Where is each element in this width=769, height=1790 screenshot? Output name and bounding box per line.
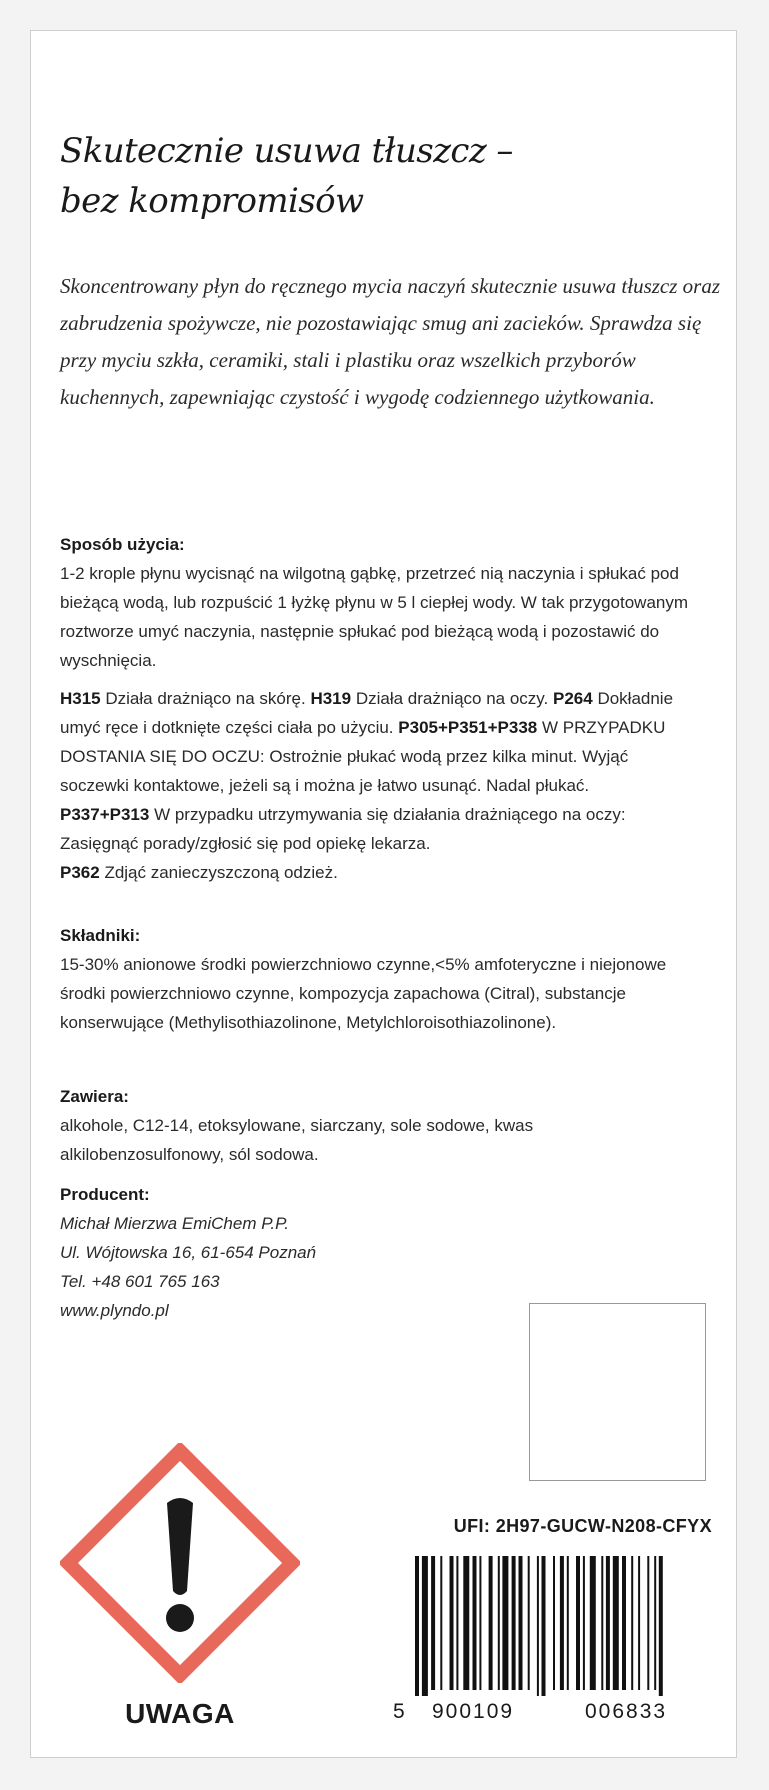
- barcode-bar: [479, 1556, 481, 1690]
- p264-code: P264: [553, 689, 593, 708]
- barcode-bar: [519, 1556, 523, 1690]
- barcode-bar: [512, 1556, 516, 1690]
- producer-name: Michał Mierzwa EmiChem P.P.: [60, 1214, 289, 1233]
- barcode-left-digits: 900109: [432, 1700, 515, 1723]
- contains-title: Zawiera:: [60, 1087, 129, 1106]
- h319-text: Działa drażniąco na oczy.: [355, 689, 549, 708]
- producer-section: [60, 1180, 480, 1325]
- p337-code: P337+P313: [60, 805, 150, 824]
- barcode-first-digit: 5: [393, 1700, 407, 1723]
- barcode-bar: [502, 1556, 508, 1690]
- headline: [60, 126, 700, 226]
- barcode-bar: [631, 1556, 633, 1690]
- usage-text: 1-2 krople płynu wycisnąć na wilgotną gąbkę, przetrzeć nią naczynia i spłukać pod bieżącą wodą, lub rozpuścić 1 łyżkę płynu w 5 l ciepłej wody. W tak przygotowanym roztworze umyć naczynia, następnie spłukać pod bieżącą wodą i pozostawić do wyschnięcia.: [60, 564, 689, 670]
- barcode-bar: [567, 1556, 569, 1690]
- p264-text: Dokładnie umyć ręce i dotknięte części ciała po użyciu.: [60, 689, 674, 737]
- h319-code: H319: [310, 689, 352, 708]
- barcode-bar: [654, 1556, 656, 1690]
- signal-word: UWAGA: [125, 1698, 235, 1729]
- exclamation-mark-hazard-icon: [60, 1443, 300, 1683]
- barcode-bar: [560, 1556, 564, 1690]
- barcode-right-digits: 006833: [585, 1700, 668, 1723]
- contains-text: alkohole, C12-14, etoksylowane, siarczany, sole sodowe, kwas alkilobenzosulfonowy, sól sodowa.: [60, 1116, 534, 1164]
- barcode-bar: [456, 1556, 458, 1690]
- ufi-code: UFI: 2H97-GUCW-N208-CFYX: [453, 1516, 712, 1536]
- barcode-bar: [590, 1556, 596, 1690]
- barcode-bar: [606, 1556, 610, 1690]
- headline-line-2: bez kompromisów: [60, 181, 364, 221]
- barcode-bars: [411, 1556, 715, 1696]
- producer-title: Producent:: [60, 1185, 150, 1204]
- hazard-pictogram: [60, 1443, 300, 1683]
- ingredients-text: 15-30% anionowe środki powierzchniowo czynne,<5% amfoteryczne i niejonowe środki powierzchniowo czynne, kompozycja zapachowa (Citral), substancje konserwujące (Methylisothiazolinone, Metylchloroisothiazolinone).: [60, 955, 667, 1032]
- barcode-bar: [450, 1556, 454, 1690]
- h315-code: H315: [60, 689, 101, 708]
- barcode-bar: [601, 1556, 603, 1690]
- ingredients-title: Składniki:: [60, 926, 141, 945]
- barcode-bar: [415, 1556, 419, 1696]
- h315-text: Działa drażniąco na skórę.: [105, 689, 306, 708]
- barcode-bar: [422, 1556, 428, 1696]
- intro-paragraph: Skoncentrowany płyn do ręcznego mycia naczyń skutecznie usuwa tłuszcz oraz zabrudzenia spożywcze, nie pozostawiając smug ani zacieków. Sprawdza się przy myciu szkła, ceramiki, stali i plastiku oraz wszelkich przyborów kuchennych, zapewniając czystość i wygodę codziennego użytkowania.: [60, 274, 721, 409]
- usage-section: [60, 530, 700, 675]
- hazard-text: [60, 684, 700, 887]
- contains-section: [60, 1082, 700, 1169]
- barcode-bar: [622, 1556, 626, 1690]
- barcode-bar: [440, 1556, 442, 1690]
- usage-title: Sposób użycia:: [60, 535, 185, 554]
- headline-line-1: Skutecznie usuwa tłuszcz –: [60, 131, 513, 171]
- p362-text: Zdjąć zanieczyszczoną odzież.: [104, 863, 338, 882]
- barcode-bar: [638, 1556, 640, 1690]
- barcode-bar: [659, 1556, 663, 1696]
- barcode-bar: [431, 1556, 435, 1690]
- barcode-bar: [542, 1556, 546, 1696]
- producer-phone: Tel. +48 601 765 163: [60, 1272, 220, 1291]
- barcode-bar: [473, 1556, 477, 1690]
- barcode-bar: [553, 1556, 555, 1690]
- exclamation-dot: [166, 1604, 194, 1632]
- ingredients-section: [60, 921, 700, 1037]
- p362-code: P362: [60, 863, 100, 882]
- barcode-bar: [528, 1556, 530, 1690]
- barcode-bar: [576, 1556, 580, 1690]
- hazard-statements: [60, 684, 700, 887]
- barcode-bar: [498, 1556, 500, 1690]
- barcode-bar: [537, 1556, 539, 1696]
- barcode-bar: [489, 1556, 493, 1690]
- p305-text: W PRZYPADKU DOSTANIA SIĘ DO OCZU: Ostrożnie płukać wodą przez kilka minut. Wyjąć soczewki kontaktowe, jeżeli są i można je łatwo usunąć. Nadal płukać.: [60, 718, 666, 795]
- producer-address: Ul. Wójtowska 16, 61-654 Poznań: [60, 1243, 317, 1262]
- batch-sticker-box: [529, 1303, 706, 1481]
- barcode-bar: [647, 1556, 649, 1690]
- barcode-bar: [613, 1556, 619, 1690]
- p305-code: P305+P351+P338: [398, 718, 538, 737]
- barcode-bar: [583, 1556, 585, 1690]
- barcode-bar: [463, 1556, 469, 1690]
- producer-website: www.plyndo.pl: [60, 1301, 169, 1320]
- p337-text: W przypadku utrzymywania się działania drażniącego na oczy: Zasięgnąć porady/zgłosić się pod opiekę lekarza.: [60, 805, 626, 853]
